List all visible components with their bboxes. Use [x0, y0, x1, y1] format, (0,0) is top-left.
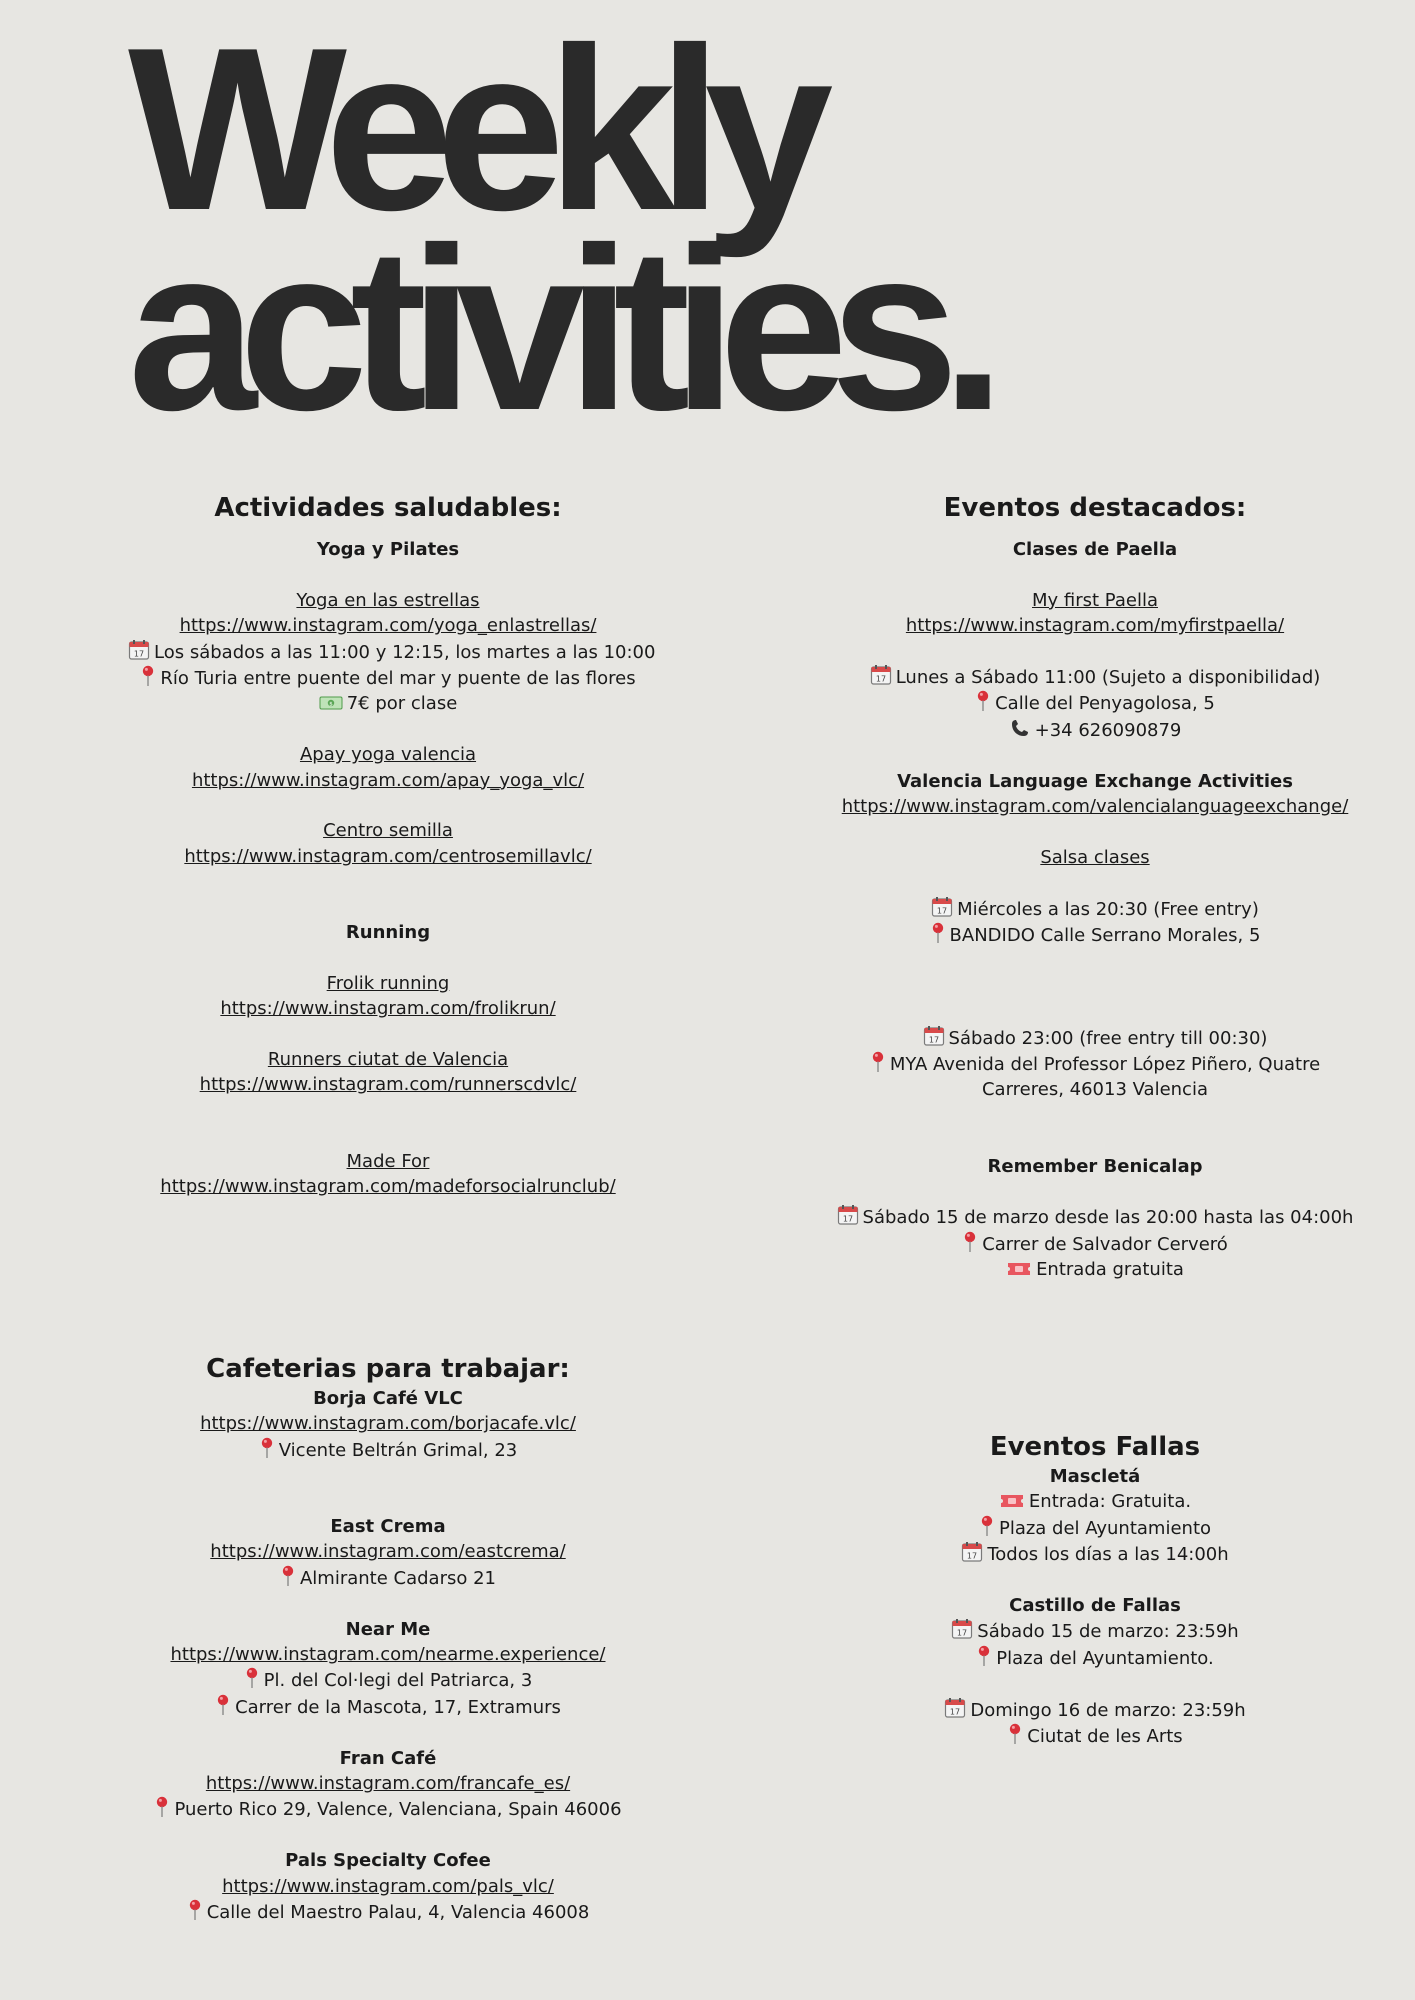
mascleta-title: Mascletá	[1049, 1466, 1141, 1487]
cafe5-address-text: Calle del Maestro Palau, 4, Valencia 46008	[206, 1902, 590, 1924]
pin-icon	[187, 1899, 203, 1921]
calendar-icon	[128, 639, 150, 661]
paella-name-link[interactable]: My first Paella	[1032, 589, 1158, 611]
castillo-place-2	[830, 1723, 1360, 1749]
cafe4-url-link[interactable]: https://www.instagram.com/francafe_es/	[205, 1773, 571, 1795]
salsa-name-link[interactable]: Salsa clases	[1040, 846, 1150, 868]
cafe2-address-text: Almirante Cadarso 21	[299, 1567, 496, 1589]
healthy-heading: Actividades saludables:	[214, 493, 562, 523]
castillo-place-2-text: Ciutat de les Arts	[1027, 1726, 1183, 1748]
yoga1-url-link[interactable]: https://www.instagram.com/yoga_enlastrellas/	[179, 615, 597, 637]
saturday-place-1	[830, 1051, 1360, 1077]
fallas-events-section	[830, 1430, 1360, 1749]
pin-icon	[154, 1796, 170, 1818]
cafe4-address	[128, 1796, 648, 1822]
cafe2-address	[128, 1565, 648, 1591]
cafe3-address-1-text: Pl. del Col·legi del Patriarca, 3	[263, 1670, 533, 1692]
benicalap-place-text: Carrer de Salvador Cerveró	[982, 1233, 1228, 1255]
paella-url-link[interactable]: https://www.instagram.com/myfirstpaella/	[905, 615, 1285, 637]
cafe5-url-link[interactable]: https://www.instagram.com/pals_vlc/	[222, 1875, 554, 1897]
saturday-schedule-text: Sábado 23:00 (free entry till 00:30)	[948, 1027, 1268, 1049]
castillo-date-2	[830, 1697, 1360, 1723]
yoga3-name-link[interactable]: Centro semilla	[323, 820, 453, 842]
pin-icon	[870, 1051, 886, 1073]
mascleta-ticket	[830, 1489, 1360, 1514]
yoga1-price-text: 7€ por clase	[346, 693, 458, 715]
yoga2-url-link[interactable]: https://www.instagram.com/apay_yoga_vlc/	[191, 769, 585, 791]
cafe5-address	[128, 1899, 648, 1925]
title-line-2: activities.	[128, 200, 988, 459]
run1-name-link[interactable]: Frolik running	[326, 972, 450, 994]
paella-schedule-text: Lunes a Sábado 11:00 (Sujeto a disponibilidad)	[895, 667, 1321, 688]
cafe3-address-1	[128, 1667, 648, 1693]
calendar-icon	[944, 1697, 966, 1719]
castillo-date-2-text: Domingo 16 de marzo: 23:59h	[970, 1699, 1246, 1721]
language-exchange-url-link[interactable]: https://www.instagram.com/valencialanguageexchange/	[841, 796, 1349, 818]
castillo-date-1-text: Sábado 15 de marzo: 23:59h	[977, 1621, 1239, 1643]
pin-icon	[280, 1565, 296, 1587]
calendar-icon	[961, 1541, 983, 1563]
cafe1-name: Borja Café VLC	[313, 1388, 463, 1409]
saturday-place-1-text: MYA Avenida del Professor López Piñero, Quatre	[889, 1054, 1321, 1075]
cafe4-name: Fran Café	[339, 1747, 437, 1769]
calendar-icon	[931, 896, 953, 918]
calendar-icon	[870, 664, 892, 686]
featured-events-section	[830, 491, 1360, 1283]
cafe1-url-link[interactable]: https://www.instagram.com/borjacafe.vlc/	[200, 1413, 576, 1435]
run3-url-link[interactable]: https://www.instagram.com/madeforsocialrunclub/	[160, 1176, 616, 1198]
ticket-icon	[999, 1492, 1025, 1510]
paella-phone-text: +34 626090879	[1034, 719, 1182, 741]
ticket-icon	[1006, 1260, 1032, 1278]
pin-icon	[976, 1645, 992, 1667]
yoga-title: Yoga y Pilates	[316, 539, 460, 560]
cafe3-address-2-text: Carrer de la Mascota, 17, Extramurs	[235, 1696, 561, 1718]
paella-place-text: Calle del Penyagolosa, 5	[995, 693, 1215, 715]
page-title	[128, 0, 988, 459]
cafe3-name: Near Me	[345, 1618, 431, 1640]
benicalap-schedule	[830, 1204, 1360, 1230]
paella-phone	[830, 717, 1360, 743]
pin-icon	[140, 665, 156, 687]
cafe3-url-link[interactable]: https://www.instagram.com/nearme.experience/	[170, 1644, 606, 1666]
saturday-schedule	[830, 1025, 1360, 1051]
yoga1-schedule-text: Los sábados a las 11:00 y 12:15, los martes a las 10:00	[154, 641, 656, 663]
benicalap-title: Remember Benicalap	[987, 1155, 1203, 1177]
mascleta-schedule	[830, 1541, 1360, 1567]
yoga1-schedule	[128, 639, 656, 665]
running-title: Running	[345, 922, 431, 944]
pin-icon	[215, 1694, 231, 1716]
salsa-place	[830, 922, 1360, 948]
paella-place	[830, 690, 1360, 716]
events-heading: Eventos destacados:	[943, 493, 1247, 523]
castillo-title: Castillo de Fallas	[1009, 1595, 1181, 1617]
yoga1-price	[128, 691, 648, 716]
benicalap-ticket	[830, 1257, 1360, 1282]
paella-schedule	[830, 664, 1360, 690]
castillo-date-1	[830, 1618, 1360, 1644]
salsa-place-text: BANDIDO Calle Serrano Morales, 5	[949, 925, 1261, 947]
mascleta-schedule-text: Todos los días a las 14:00h	[987, 1544, 1229, 1566]
benicalap-ticket-text: Entrada gratuita	[1036, 1259, 1184, 1281]
cafe5-name: Pals Specialty Cofee	[285, 1850, 491, 1872]
saturday-place-2: Carreres, 46013 Valencia	[981, 1079, 1208, 1101]
healthy-activities-section	[128, 491, 656, 1199]
castillo-place-1	[830, 1645, 1360, 1671]
mascleta-ticket-text: Entrada: Gratuita.	[1028, 1491, 1192, 1513]
cafe1-address-text: Vicente Beltrán Grimal, 23	[278, 1439, 518, 1461]
pin-icon	[979, 1515, 995, 1537]
cafe2-name: East Crema	[330, 1516, 446, 1537]
calendar-icon	[837, 1204, 859, 1226]
phone-icon	[1009, 717, 1031, 739]
yoga1-place-text: Río Turia entre puente del mar y puente de las flores	[160, 668, 636, 690]
calendar-icon	[951, 1618, 973, 1640]
yoga1-name-link[interactable]: Yoga en las estrellas	[296, 589, 480, 611]
pin-icon	[962, 1231, 978, 1253]
mascleta-place-text: Plaza del Ayuntamiento	[998, 1517, 1212, 1539]
pin-icon	[259, 1437, 275, 1459]
cafe2-url-link[interactable]: https://www.instagram.com/eastcrema/	[210, 1541, 566, 1563]
mascleta-place	[830, 1515, 1360, 1541]
salsa-schedule-text: Miércoles a las 20:30 (Free entry)	[957, 898, 1259, 920]
yoga1-place	[128, 665, 648, 691]
title-line-1: Weekly	[128, 0, 816, 259]
pin-icon	[1007, 1723, 1023, 1745]
language-exchange-title: Valencia Language Exchange Activities	[897, 770, 1293, 792]
cafes-section	[128, 1352, 648, 1925]
run3-name-link[interactable]: Made For	[346, 1150, 430, 1172]
fallas-heading: Eventos Fallas	[989, 1432, 1201, 1462]
benicalap-schedule-text: Sábado 15 de marzo desde las 20:00 hasta las 04:00h	[862, 1207, 1354, 1229]
run2-name-link[interactable]: Runners ciutat de Valencia	[267, 1049, 509, 1071]
salsa-schedule	[830, 896, 1360, 922]
yoga2-name-link[interactable]: Apay yoga valencia	[299, 744, 477, 766]
yoga3-url-link[interactable]: https://www.instagram.com/centrosemillavlc/	[184, 845, 592, 867]
cafes-heading: Cafeterias para trabajar:	[206, 1354, 570, 1384]
castillo-place-1-text: Plaza del Ayuntamiento.	[996, 1647, 1214, 1669]
benicalap-place	[830, 1231, 1360, 1257]
cafe3-address-2	[128, 1694, 648, 1720]
cafe1-address	[128, 1437, 648, 1463]
pin-icon	[975, 690, 991, 712]
pin-icon	[244, 1667, 260, 1689]
pin-icon	[930, 922, 946, 944]
paella-title: Clases de Paella	[1012, 539, 1178, 560]
run2-url-link[interactable]: https://www.instagram.com/runnerscdvlc/	[199, 1074, 577, 1096]
money-icon	[319, 694, 343, 712]
cafe4-address-text: Puerto Rico 29, Valence, Valenciana, Spain 46006	[174, 1799, 622, 1821]
run1-url-link[interactable]: https://www.instagram.com/frolikrun/	[220, 998, 556, 1020]
calendar-icon	[923, 1025, 945, 1047]
